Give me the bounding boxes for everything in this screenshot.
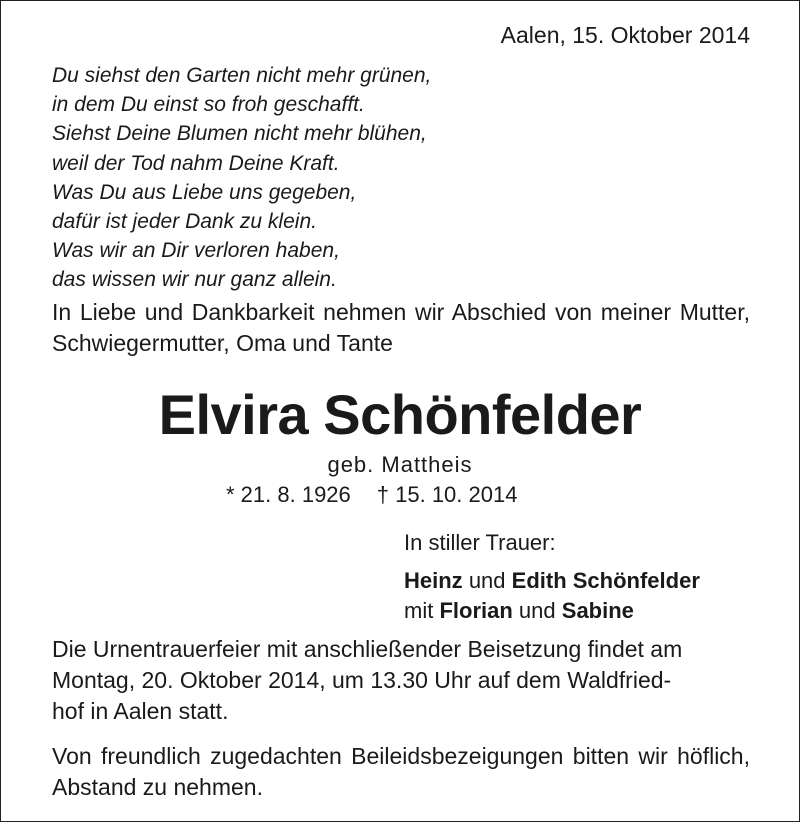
connector: und	[518, 598, 556, 623]
mourners-heading: In stiller Trauer:	[404, 530, 556, 555]
poem-line: Was Du aus Liebe uns gegeben,	[52, 180, 357, 204]
life-dates	[226, 481, 517, 509]
mourner-name: Edith Schönfelder	[511, 568, 700, 593]
service-line: hof in Aalen statt.	[52, 698, 229, 724]
mourner-name: Heinz	[404, 568, 463, 593]
poem-line: das wissen wir nur ganz allein.	[52, 268, 337, 292]
intro-text: In Liebe und Dankbarkeit nehmen wir Abschied von meiner Mutter, Schwiegermutter, Oma und Tante	[52, 299, 750, 356]
maiden-name: geb. Mattheis	[327, 452, 473, 477]
mourners-line	[404, 566, 700, 596]
poem-line: in dem Du einst so froh geschafft.	[52, 93, 365, 117]
service-line: Die Urnentrauerfeier mit anschließender Beisetzung findet am	[52, 636, 683, 662]
place-date: Aalen, 15. Oktober 2014	[500, 22, 750, 48]
mourner-name: Sabine	[561, 598, 634, 623]
poem-line: Du siehst den Garten nicht mehr grünen,	[52, 64, 432, 87]
connector: mit	[404, 598, 434, 623]
poem	[52, 61, 431, 295]
deceased-name: Elvira Schönfelder	[158, 383, 642, 446]
mourner-name: Florian	[439, 598, 513, 623]
service-info	[52, 634, 750, 727]
death-date: † 15. 10. 2014	[376, 482, 518, 507]
poem-line: Was wir an Dir verloren haben,	[52, 239, 340, 263]
poem-line: dafür ist jeder Dank zu klein.	[52, 210, 317, 234]
mourners-line	[404, 596, 700, 626]
mourners-block	[404, 528, 700, 626]
connector: und	[468, 568, 506, 593]
birth-date: * 21. 8. 1926	[226, 482, 351, 507]
service-line: Montag, 20. Oktober 2014, um 13.30 Uhr auf dem Waldfried-	[52, 667, 672, 693]
poem-line: weil der Tod nahm Deine Kraft.	[52, 151, 340, 175]
condolence-note: Von freundlich zugedachten Beileidsbezeigungen bitten wir höflich, Abstand zu nehmen.	[52, 743, 750, 800]
poem-line: Siehst Deine Blumen nicht mehr blühen,	[52, 122, 427, 146]
